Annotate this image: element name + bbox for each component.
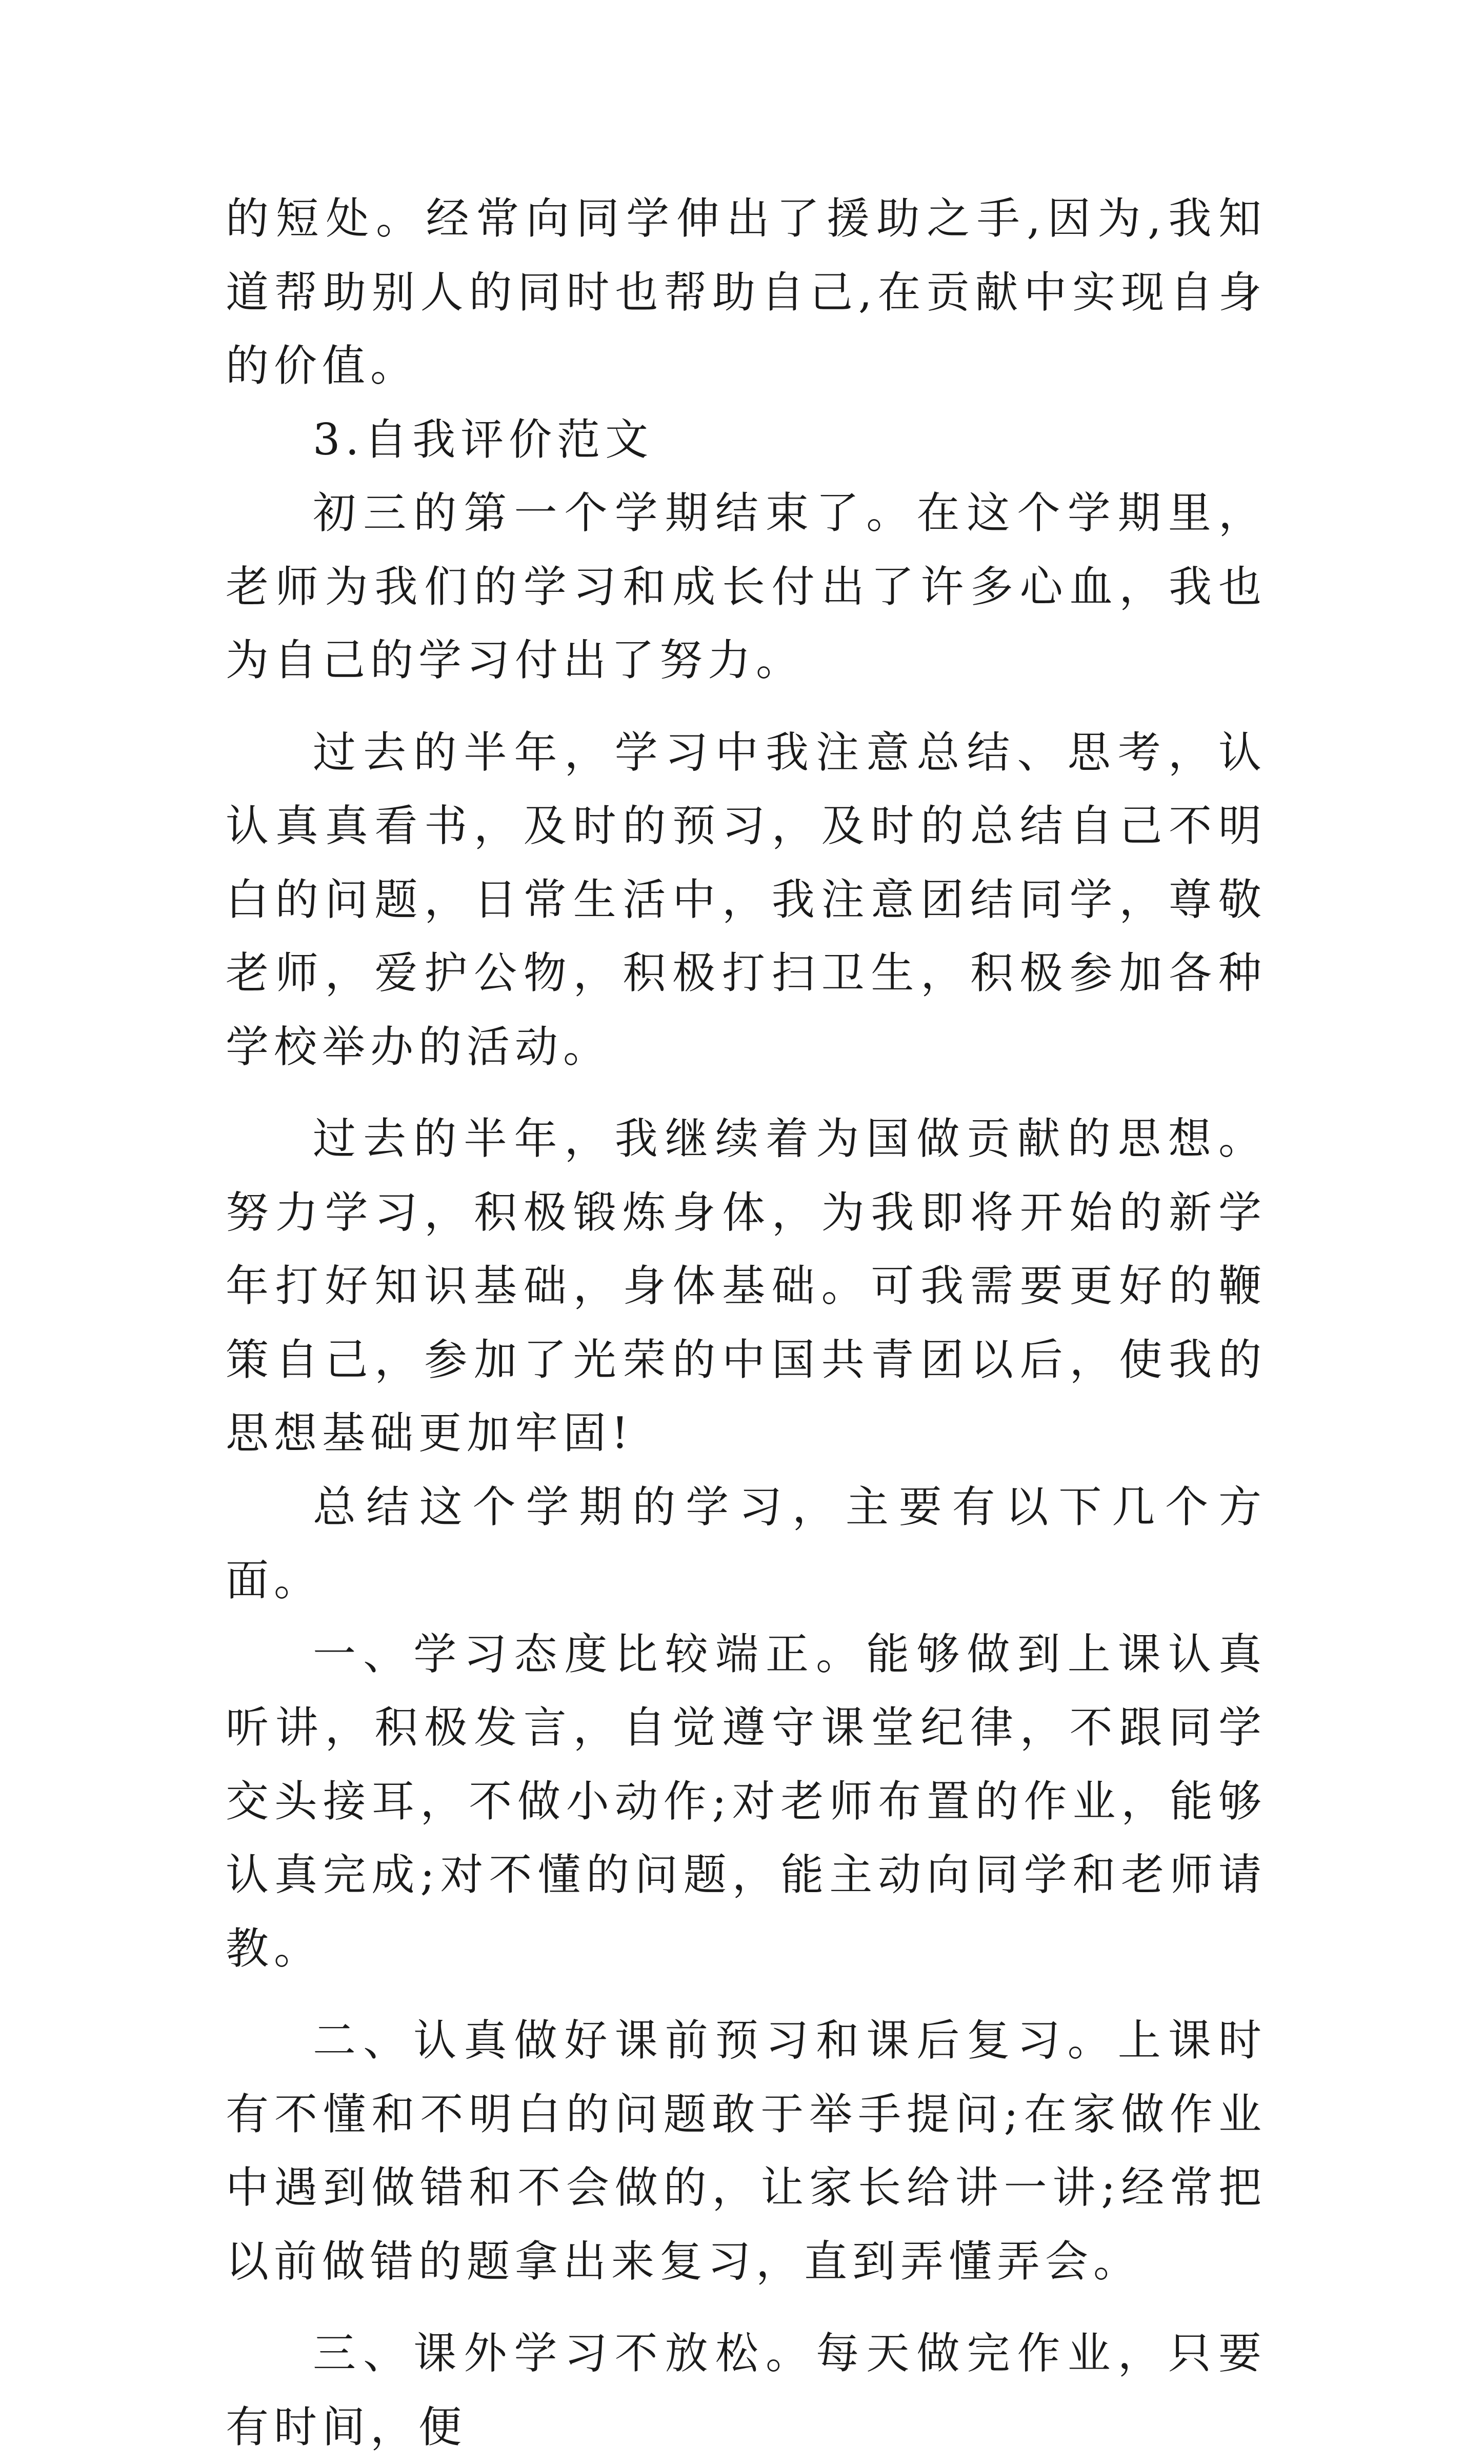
paragraph: 过去的半年，我继续着为国做贡献的思想。努力学习，积极锻炼身体，为我即将开始的新学年打好知识基础，身体基础。可我需要更好的鞭策自己，参加了光荣的中国共青团以后，使我的思想基础更加牢固!	[226, 1114, 1267, 1458]
paragraph-continuation: 的短处。经常向同学伸出了援助之手,因为,我知道帮助别人的同时也帮助自己,在贡献中实现自身的价值。	[226, 193, 1267, 391]
paragraph: 初三的第一个学期结束了。在这个学期里，老师为我们的学习和成长付出了许多心血，我也为自己的学习付出了努力。	[226, 488, 1267, 685]
paragraph: 二、认真做好课前预习和课后复习。上课时有不懂和不明白的问题敢于举手提问;在家做作业中遇到做错和不会做的，让家长给讲一讲;经常把以前做错的题拿出来复习，直到弄懂弄会。	[226, 2015, 1267, 2287]
paragraph: 总结这个学期的学习，主要有以下几个方面。	[226, 1481, 1267, 1605]
document-body	[226, 182, 1267, 2464]
paragraph: 一、学习态度比较端正。能够做到上课认真听讲，积极发言，自觉遵守课堂纪律，不跟同学交头接耳，不做小动作;对老师布置的作业，能够认真完成;对不懂的问题，能主动向同学和老师请教。	[226, 1628, 1267, 1974]
paragraph: 过去的半年，学习中我注意总结、思考，认认真真看书，及时的预习，及时的总结自己不明白的问题，日常生活中，我注意团结同学，尊敬老师，爱护公物，积极打扫卫生，积极参加各种学校举办的活动。	[226, 727, 1267, 1072]
paragraph: 三、课外学习不放松。每天做完作业，只要有时间，便	[226, 2328, 1267, 2452]
section-heading: 3.自我评价范文	[313, 414, 654, 465]
